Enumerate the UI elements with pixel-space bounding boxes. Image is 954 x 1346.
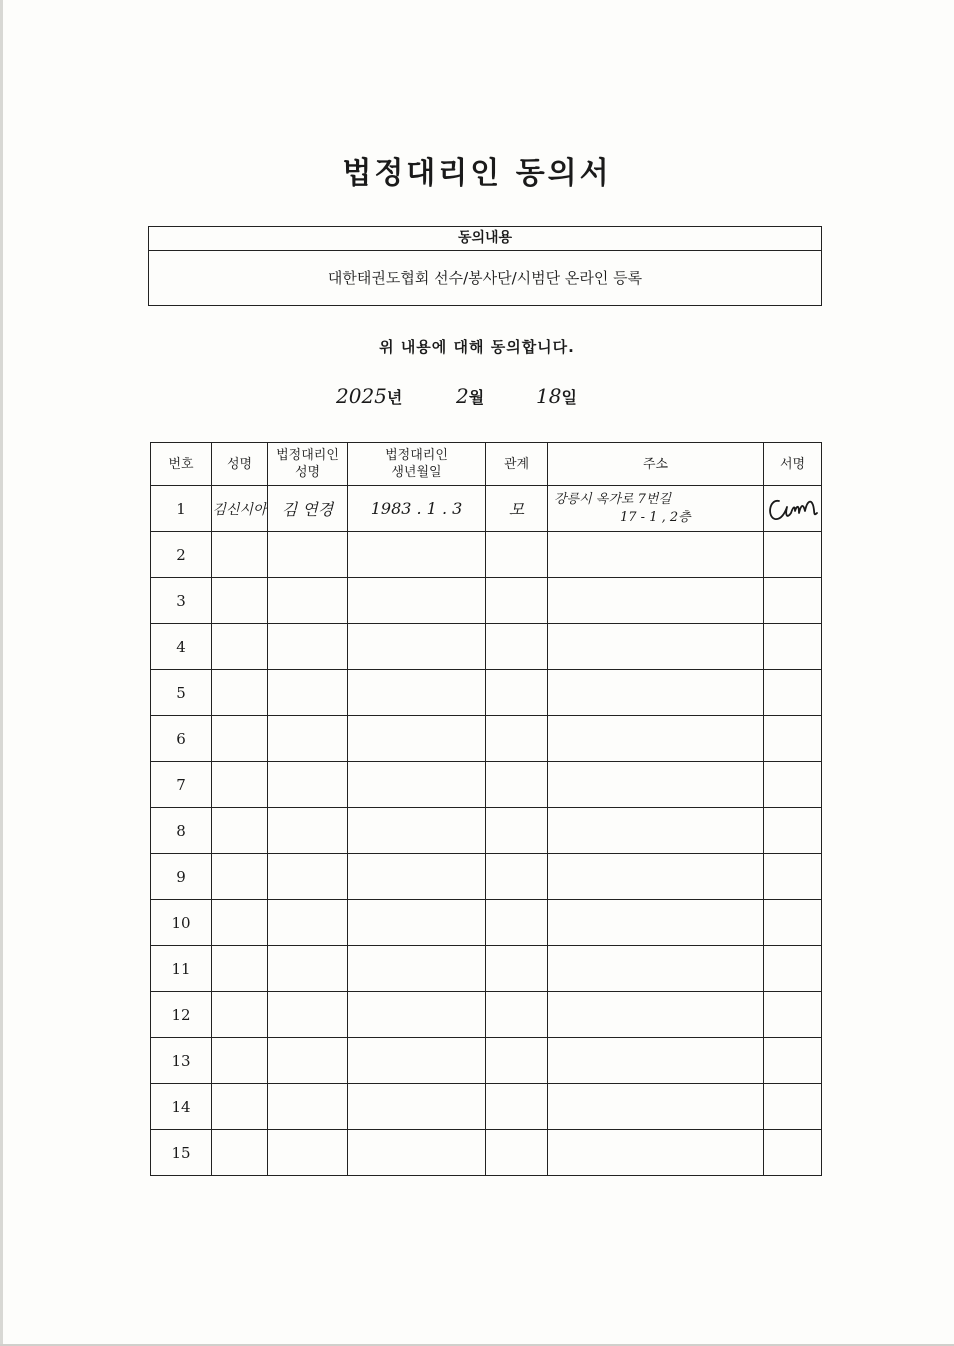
table-row [151,670,822,716]
header-name: 성명 [212,443,268,486]
cell-signature [764,486,822,532]
cell-number: 1 [151,486,212,532]
cell-signature [764,808,822,854]
date-month-unit: 월 [468,388,485,407]
cell-name [212,946,268,992]
cell-guardian-birth [348,1130,486,1176]
cell-guardian-birth [348,1084,486,1130]
cell-number: 6 [151,716,212,762]
cell-guardian-birth [348,854,486,900]
page-title: 법정대리인 동의서 [342,156,612,191]
cell-number: 9 [151,854,212,900]
cell-signature [764,992,822,1038]
cell-address [548,992,764,1038]
cell-name: 김신시아 [212,486,268,532]
table-row [151,624,822,670]
header-guardian-birth-l2: 생년월일 [391,465,442,480]
cell-signature [764,1130,822,1176]
cell-signature [764,854,822,900]
table-row [151,762,822,808]
cell-guardian-name: 김 연경 [268,486,348,532]
cell-name [212,716,268,762]
cell-address [548,946,764,992]
cell-number: 8 [151,808,212,854]
cell-name [212,578,268,624]
cell-number: 3 [151,578,212,624]
cell-number: 5 [151,670,212,716]
cell-relation [486,808,548,854]
cell-address [548,1038,764,1084]
cell-guardian-name [268,532,348,578]
cell-guardian-name [268,992,348,1038]
cell-signature [764,900,822,946]
cell-guardian-birth [348,900,486,946]
cell-relation [486,946,548,992]
cell-guardian-birth [348,992,486,1038]
cell-relation: 모 [486,486,548,532]
cell-guardian-birth [348,532,486,578]
scan-edge [0,0,3,1346]
cell-number: 12 [151,992,212,1038]
cell-address [548,808,764,854]
table-row [151,808,822,854]
cell-relation [486,992,548,1038]
cell-name [212,1084,268,1130]
cell-name [212,532,268,578]
header-guardian-name-l2: 성명 [294,465,321,480]
cell-name [212,1130,268,1176]
cell-number: 15 [151,1130,212,1176]
cell-name [212,854,268,900]
cell-number: 7 [151,762,212,808]
date-month: 2 [456,384,469,408]
agreement-statement: 위 내용에 대해 동의합니다. [379,338,575,356]
table-row [151,1130,822,1176]
cell-guardian-birth: 1983 . 1 . 3 [348,486,486,532]
cell-address [548,486,764,532]
signing-date [0,384,954,414]
cell-relation [486,1130,548,1176]
cell-signature [764,946,822,992]
cell-guardian-name [268,716,348,762]
table-row [151,532,822,578]
cell-guardian-birth [348,808,486,854]
cell-name [212,670,268,716]
address-line-2: 17 - 1 , 2층 [620,509,691,525]
table-row [151,992,822,1038]
cell-number: 13 [151,1038,212,1084]
cell-guardian-name [268,946,348,992]
date-year-unit: 년 [386,388,403,407]
cell-address [548,670,764,716]
cell-guardian-name [268,578,348,624]
cell-relation [486,762,548,808]
cell-guardian-name [268,762,348,808]
cell-guardian-birth [348,1038,486,1084]
cell-relation [486,1084,548,1130]
cell-relation [486,578,548,624]
date-day-unit: 일 [561,388,577,407]
header-guardian-name-l1: 법정대리인 [276,448,339,463]
cell-guardian-birth [348,624,486,670]
cell-guardian-name [268,854,348,900]
cell-relation [486,532,548,578]
table-header-row [151,443,822,486]
cell-signature [764,578,822,624]
table-row [151,946,822,992]
cell-guardian-name [268,808,348,854]
table-body [151,486,822,1176]
date-year: 2025 [336,384,387,408]
address-line-1: 강릉시 옥가로 7번길 [554,491,671,507]
cell-signature [764,532,822,578]
cell-guardian-name [268,670,348,716]
cell-number: 4 [151,624,212,670]
table-row [151,486,822,532]
guardian-table [150,442,822,1176]
cell-address [548,900,764,946]
cell-guardian-birth [348,716,486,762]
cell-name [212,1038,268,1084]
handwritten-signature [765,493,821,525]
cell-guardian-birth [348,578,486,624]
cell-relation [486,624,548,670]
table-row [151,854,822,900]
content-box-header: 동의내용 [149,227,821,251]
cell-guardian-birth [348,946,486,992]
cell-relation [486,900,548,946]
cell-address [548,854,764,900]
cell-guardian-birth [348,670,486,716]
cell-signature [764,716,822,762]
cell-number: 10 [151,900,212,946]
cell-name [212,900,268,946]
cell-name [212,624,268,670]
cell-relation [486,670,548,716]
header-guardian-name [268,443,348,486]
cell-number: 11 [151,946,212,992]
cell-number: 14 [151,1084,212,1130]
cell-address [548,1130,764,1176]
cell-signature [764,670,822,716]
cell-address [548,762,764,808]
cell-name [212,808,268,854]
cell-guardian-name [268,900,348,946]
cell-signature [764,1038,822,1084]
cell-address [548,624,764,670]
cell-relation [486,716,548,762]
cell-address [548,578,764,624]
table-row [151,1084,822,1130]
cell-guardian-name [268,1130,348,1176]
cell-relation [486,1038,548,1084]
table-row [151,900,822,946]
cell-guardian-name [268,1084,348,1130]
cell-name [212,992,268,1038]
cell-name [212,762,268,808]
cell-address [548,716,764,762]
cell-guardian-name [268,624,348,670]
cell-relation [486,854,548,900]
cell-number: 2 [151,532,212,578]
header-guardian-birth-l1: 법정대리인 [385,448,448,463]
header-signature: 서명 [764,443,822,486]
cell-address [548,532,764,578]
cell-guardian-name [268,1038,348,1084]
table-row [151,1038,822,1084]
content-box-body: 대한태권도협회 선수/봉사단/시범단 온라인 등록 [327,269,643,287]
consent-content-box [148,226,822,306]
header-number: 번호 [151,443,212,486]
table-row [151,716,822,762]
table-row [151,578,822,624]
header-address: 주소 [548,443,764,486]
cell-signature [764,624,822,670]
header-relation: 관계 [486,443,548,486]
cell-guardian-birth [348,762,486,808]
cell-address [548,1084,764,1130]
cell-signature [764,762,822,808]
cell-signature [764,1084,822,1130]
date-day: 18 [536,384,562,408]
header-guardian-birth [348,443,486,486]
